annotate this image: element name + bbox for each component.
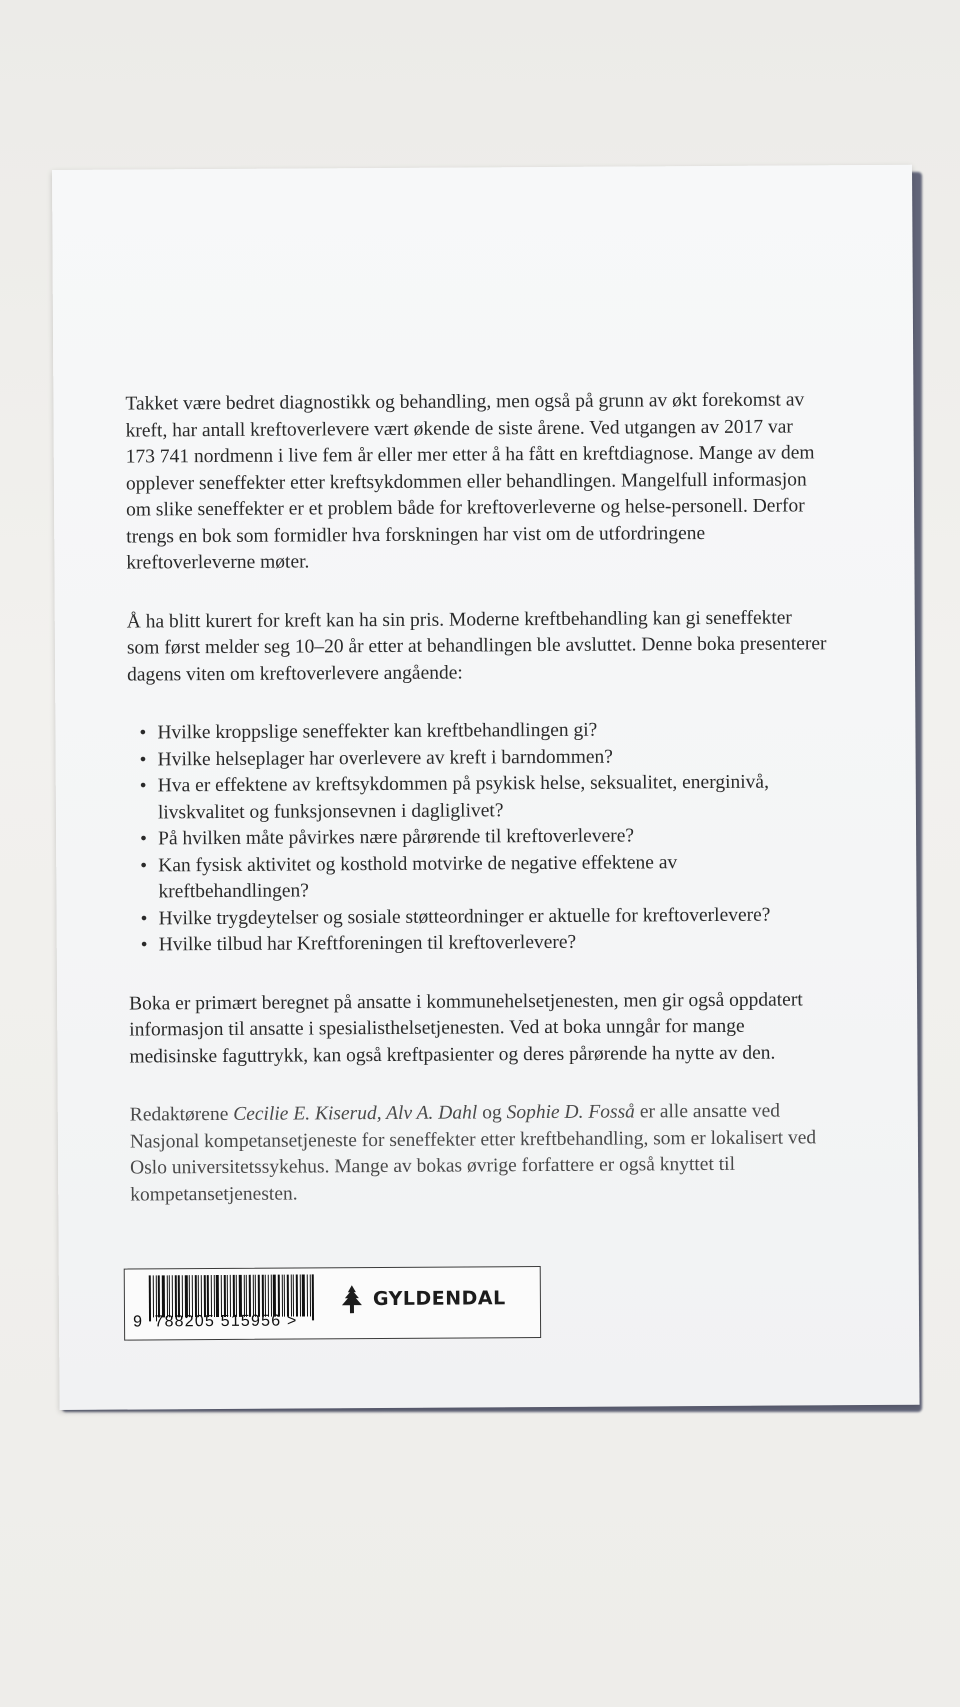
bullet-item: • Kan fysisk aktivitet og kosthold motvirke de negative effektene av kreftbehandlingen?: [140, 849, 828, 906]
barcode-bar: [198, 1275, 199, 1317]
blurb-text-block: [125, 387, 830, 1240]
barcode-bar: [174, 1275, 176, 1317]
barcode-bar: [273, 1275, 276, 1317]
barcode-bar: [192, 1275, 193, 1317]
barcode-bar: [223, 1275, 225, 1317]
book-back-cover: [52, 165, 920, 1410]
publisher-name: GYLDENDAL: [372, 1287, 506, 1311]
barcode-bar: [255, 1275, 256, 1317]
barcode-bar: [252, 1275, 253, 1317]
barcode-bar: [239, 1275, 242, 1317]
barcode-bar: [162, 1275, 165, 1317]
bullet-item: • Hva er effektene av kreftsykdommen på psykisk helse, seksualitet, energinivå, livskvalitet og funksjonsevnen i dagliglivet?: [140, 769, 828, 826]
blurb-paragraph-1: Takket være bedret diagnostikk og behandling, men også på grunn av økt forekomst av kreft, har antall kreftoverlevere vært økende de siste årene. Ved utgangen av 2017 var 173 741 nordmenn i live fem år eller mer etter å ha fått en kreftdiagnose. Mange av dem opplever seneffekter etter kreftsykdommen eller behandlingen. Mangelfull informasjon om slike seneffekter er et problem både for kreftoverleverne og helse-personell. Derfor trengs en bok som formidler hva forskningen har vist om de utfordringene kreftoverleverne møter.: [125, 389, 815, 574]
editor-names: Cecilie E. Kiserud, Alv A. Dahl: [233, 1102, 478, 1125]
barcode-bar: [302, 1274, 305, 1316]
isbn-group-1: 788205: [154, 1313, 216, 1331]
bullet-item: • Hvilke trygdeytelser og sosiale støtteordninger er aktuelle for kreftoverlevere?: [140, 902, 828, 933]
barcode-bar: [287, 1275, 289, 1317]
editors-joiner: og: [477, 1102, 507, 1124]
barcode-bar: [261, 1275, 263, 1317]
barcode-bar: [265, 1275, 266, 1317]
barcode-bar: [221, 1275, 222, 1317]
barcode-bar: [246, 1275, 247, 1317]
barcode-bar: [169, 1275, 170, 1317]
barcode-bar: [216, 1275, 219, 1317]
barcode-bar: [309, 1274, 310, 1316]
barcode-bar: [207, 1275, 209, 1317]
barcode-bar: [166, 1275, 167, 1317]
blurb-paragraph-2: Å ha blitt kurert for kreft kan ha sin pris. Moderne kreftbehandling kan gi seneffekter som først melder seg 10–20 år etter at behandlingen ble avsluttet. Denne boka presenterer dagens viten om kreftoverlevere angående:: [126, 606, 827, 686]
barcode-bar: [213, 1275, 214, 1317]
barcode-bar: [243, 1275, 244, 1317]
barcode-bar: [203, 1275, 205, 1317]
barcode-bar: [230, 1275, 231, 1317]
isbn-trailer: >: [286, 1312, 298, 1330]
barcode-bar: [270, 1275, 271, 1317]
barcode-bars: [149, 1274, 321, 1317]
barcode-bar: [182, 1275, 183, 1317]
barcode-bar: [278, 1275, 280, 1317]
barcode-bar: [236, 1275, 237, 1317]
isbn-digits: [133, 1313, 298, 1332]
topic-bullet-list: [127, 716, 828, 959]
barcode-bar: [293, 1275, 294, 1317]
isbn-lead-digit: 9: [132, 1313, 144, 1331]
barcode-bar: [284, 1275, 285, 1317]
barcode-bar: [211, 1275, 212, 1317]
fir-tree-icon: [339, 1284, 365, 1314]
barcode-bar: [194, 1275, 196, 1317]
barcode-bar: [178, 1275, 180, 1317]
barcode-bar: [184, 1275, 187, 1317]
bullet-item: • Hvilke tilbud har Kreftforeningen til kreftoverlevere?: [141, 928, 829, 959]
bullet-item: • Hvilke kroppslige seneffekter kan kreftbehandlingen gi?: [139, 716, 827, 747]
barcode-bar: [172, 1275, 173, 1317]
publisher-logo: [339, 1283, 506, 1314]
isbn-barcode-box: [124, 1266, 541, 1341]
editors-prefix: Redaktørene: [129, 1103, 234, 1126]
barcode-bar: [201, 1275, 202, 1317]
barcode-bar: [227, 1275, 228, 1317]
barcode-bar: [249, 1275, 251, 1317]
barcode-bar: [307, 1274, 308, 1316]
barcode-bar: [232, 1275, 234, 1317]
barcode-bar: [153, 1275, 154, 1317]
editors-paragraph: [130, 1098, 831, 1208]
barcode-bar: [189, 1275, 190, 1317]
barcode-bar: [296, 1275, 298, 1317]
barcode-bar: [281, 1275, 282, 1317]
editors-suffix: er alle ansatte ved Nasjonal kompetansetjeneste for seneffekter etter kreftbehandling, som er lokalisert ved Oslo universitetssykehus. Mange av bokas øvrige forfattere er også knyttet til kompetansetjenesten.: [129, 1100, 817, 1206]
bullet-item: • Hvilke helseplager har overlevere av kreft i barndommen?: [140, 743, 828, 774]
barcode-bar: [258, 1275, 260, 1317]
audience-paragraph: Boka er primært beregnet på ansatte i kommunehelsetjenesten, men gir også oppdatert informasjon til ansatte i spesialisthelsetjenesten. Ved at boka unngår for mange medisinske faguttrykk, kan også kreftpasienter og deres pårørende ha nytte av den.: [129, 988, 803, 1068]
barcode-bar: [268, 1275, 269, 1317]
isbn-group-2: 515956: [220, 1312, 282, 1330]
barcode-bar: [158, 1275, 160, 1317]
editor-name-last: Sophie D. Fosså: [506, 1101, 635, 1124]
barcode-bar: [290, 1275, 291, 1317]
barcode-bar: [299, 1275, 300, 1317]
barcode-bar: [312, 1274, 314, 1320]
bullet-item: • På hvilken måte påvirkes nære pårørende til kreftoverlevere?: [140, 822, 828, 853]
